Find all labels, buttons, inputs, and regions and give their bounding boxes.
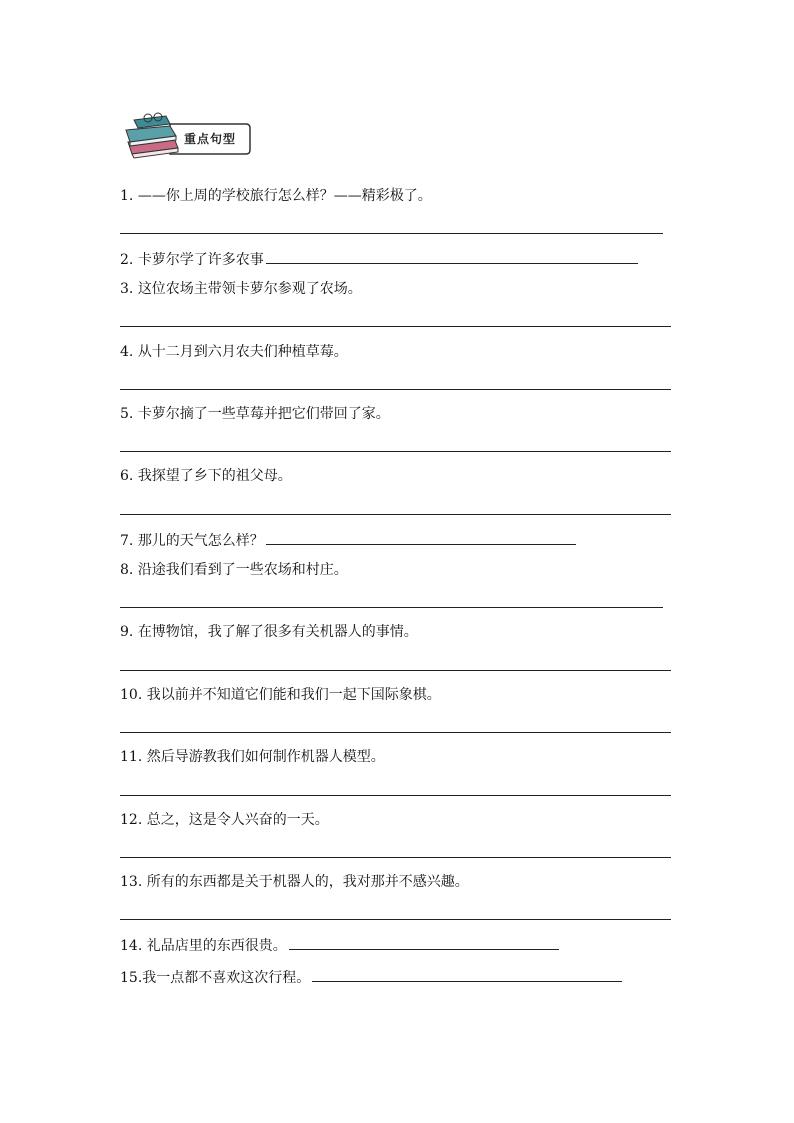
question-number: 3. xyxy=(120,281,134,297)
answer-line-7[interactable] xyxy=(266,530,576,545)
question-text: 我探望了乡下的祖父母。 xyxy=(137,468,292,484)
question-9 xyxy=(120,623,418,641)
question-15 xyxy=(120,967,622,987)
question-2 xyxy=(120,249,638,269)
question-1 xyxy=(120,187,432,205)
question-10 xyxy=(120,686,441,704)
answer-line-2[interactable] xyxy=(266,249,638,264)
question-text: 我以前并不知道它们能和我们一起下国际象棋。 xyxy=(146,687,441,703)
answer-line-12[interactable] xyxy=(120,857,671,858)
question-4 xyxy=(120,343,348,361)
question-14 xyxy=(120,935,559,955)
question-5 xyxy=(120,405,390,423)
question-text: 我一点都不喜欢这次行程。 xyxy=(142,970,311,986)
question-number: 2. xyxy=(120,252,134,268)
question-number: 15. xyxy=(120,970,143,986)
question-text: ——你上周的学校旅行怎么样？——精彩极了。 xyxy=(137,188,432,204)
question-number: 14. xyxy=(120,938,143,954)
question-number: 10. xyxy=(120,687,143,703)
answer-line-10[interactable] xyxy=(120,732,671,733)
question-text: 这位农场主带领卡萝尔参观了农场。 xyxy=(137,281,362,297)
question-text: 礼品店里的东西很贵。 xyxy=(146,938,287,954)
question-7 xyxy=(120,530,576,550)
question-number: 9. xyxy=(120,624,134,640)
answer-line-5[interactable] xyxy=(120,451,671,452)
section-header xyxy=(122,112,252,160)
answer-line-11[interactable] xyxy=(120,795,671,796)
answer-line-15[interactable] xyxy=(312,967,622,982)
question-8 xyxy=(120,561,348,579)
answer-line-1[interactable] xyxy=(120,233,663,234)
question-number: 8. xyxy=(120,562,134,578)
answer-line-9[interactable] xyxy=(120,670,671,671)
question-11 xyxy=(120,748,385,766)
question-3 xyxy=(120,280,362,298)
question-text: 卡萝尔摘了一些草莓并把它们带回了家。 xyxy=(137,406,390,422)
question-number: 11. xyxy=(120,749,143,765)
question-12 xyxy=(120,811,329,829)
answer-line-3[interactable] xyxy=(120,326,671,327)
question-text: 所有的东西都是关于机器人的，我对那并不感兴趣。 xyxy=(146,874,469,890)
section-title: 重点句型 xyxy=(184,132,237,146)
question-number: 5. xyxy=(120,406,134,422)
question-number: 13. xyxy=(120,874,143,890)
question-text: 卡萝尔学了许多农事 xyxy=(137,252,264,268)
question-text: 总之，这是令人兴奋的一天。 xyxy=(146,812,329,828)
question-text: 从十二月到六月农夫们种植草莓。 xyxy=(137,344,348,360)
question-13 xyxy=(120,873,469,891)
question-6 xyxy=(120,467,292,485)
answer-line-4[interactable] xyxy=(120,389,671,390)
question-number: 7. xyxy=(120,533,134,549)
question-number: 1. xyxy=(120,188,134,204)
question-text: 那儿的天气怎么样？ xyxy=(137,533,264,549)
answer-line-8[interactable] xyxy=(120,607,663,608)
question-number: 6. xyxy=(120,468,134,484)
question-number: 12. xyxy=(120,812,143,828)
question-number: 4. xyxy=(120,344,134,360)
question-text: 沿途我们看到了一些农场和村庄。 xyxy=(137,562,348,578)
question-text: 在博物馆，我了解了很多有关机器人的事情。 xyxy=(137,624,418,640)
answer-line-14[interactable] xyxy=(289,935,559,950)
question-text: 然后导游教我们如何制作机器人模型。 xyxy=(146,749,385,765)
answer-line-6[interactable] xyxy=(120,514,671,515)
answer-line-13[interactable] xyxy=(120,919,671,920)
